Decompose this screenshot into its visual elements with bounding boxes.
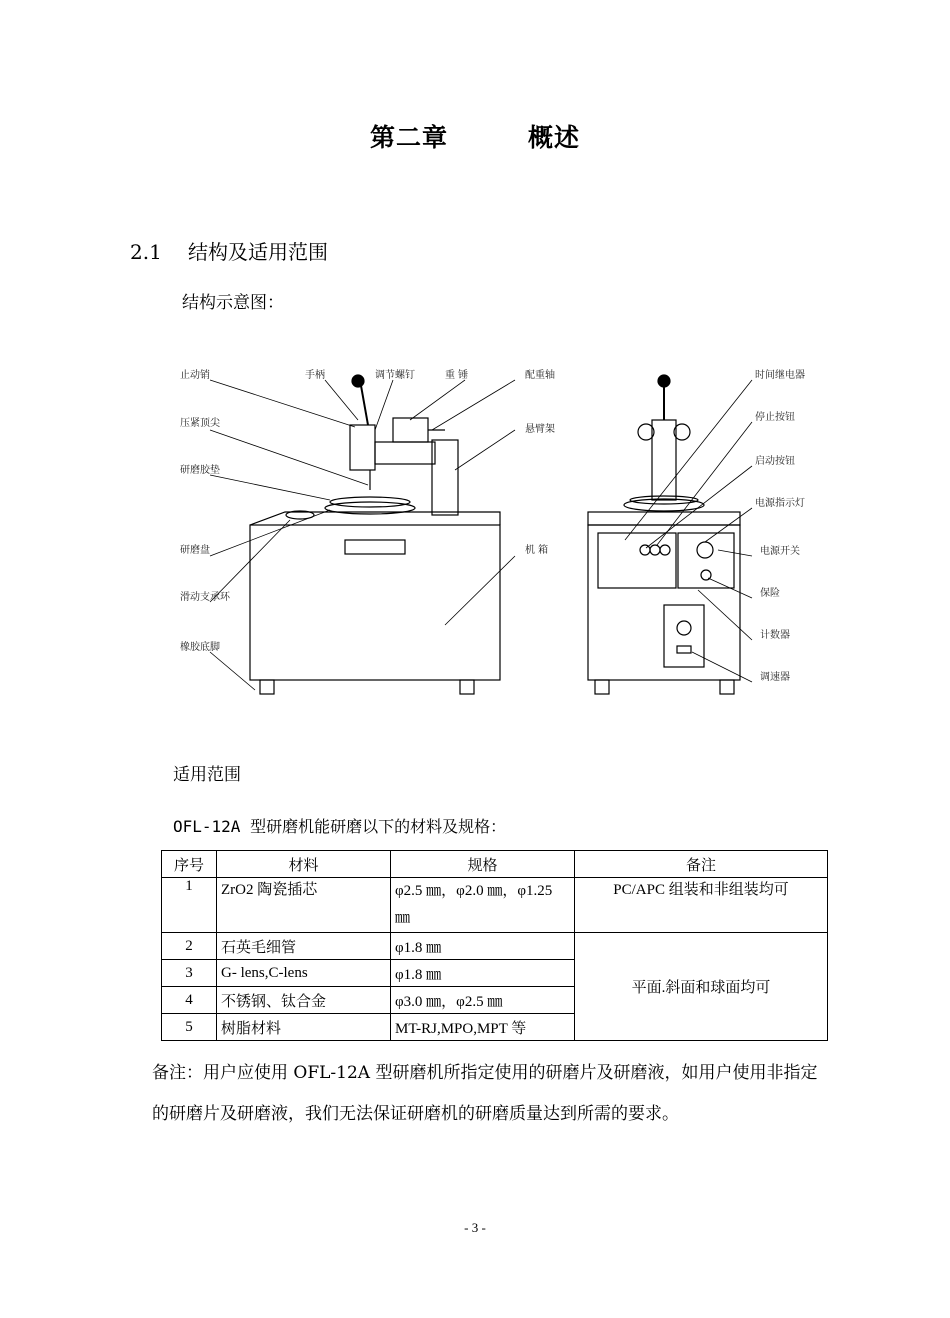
chapter-number: 第二章 bbox=[369, 123, 448, 152]
header-spec: 规格 bbox=[391, 851, 575, 878]
label-polishing-disc: 研磨盘 bbox=[180, 545, 210, 556]
machine-structure-diagram bbox=[170, 360, 850, 705]
label-handle: 手柄 bbox=[305, 370, 325, 381]
label-slide-ring: 滑动支承环 bbox=[180, 592, 230, 603]
label-cantilever: 悬臂架 bbox=[525, 424, 555, 435]
merged-note-cell: 平面.斜面和球面均可 bbox=[575, 933, 828, 1041]
label-speed-control: 调速器 bbox=[760, 672, 790, 683]
cabinet-left bbox=[250, 525, 500, 680]
label-stop-button: 停止按钮 bbox=[755, 412, 795, 423]
page-number: - 3 - bbox=[464, 1220, 486, 1235]
chapter-title: 概述 bbox=[528, 123, 581, 152]
table-row: 2 石英毛细管 φ1.8 ㎜ 平面.斜面和球面均可 bbox=[162, 933, 828, 960]
label-stop-pin: 止动销 bbox=[180, 370, 210, 381]
label-time-relay: 时间继电器 bbox=[755, 370, 805, 381]
table-row: 4 不锈钢、钛合金 φ3.0 ㎜，φ2.5 ㎜ bbox=[162, 987, 828, 1014]
structure-label: 结构示意图： bbox=[182, 293, 284, 313]
label-counter: 计数器 bbox=[760, 630, 790, 641]
label-case: 机 箱 bbox=[525, 545, 549, 556]
label-adjust-screw: 调节螺钉 bbox=[375, 370, 415, 381]
label-weight: 重 锤 bbox=[445, 370, 469, 381]
header-material: 材料 bbox=[217, 851, 391, 878]
intro-text: OFL-12A 型研磨机能研磨以下的材料及规格： bbox=[173, 817, 507, 836]
polishing-disc-right bbox=[624, 499, 704, 511]
applicable-range-label: 适用范围 bbox=[173, 765, 241, 785]
spec-table bbox=[161, 850, 828, 1041]
label-counterweight-shaft: 配重轴 bbox=[525, 370, 555, 381]
cabinet-slot bbox=[345, 540, 405, 554]
table-header-row bbox=[162, 851, 828, 878]
header-no: 序号 bbox=[162, 851, 217, 878]
section-number: 2.1 bbox=[130, 240, 162, 264]
label-rubber-pad: 研磨胶垫 bbox=[180, 465, 220, 476]
section-title: 结构及适用范围 bbox=[188, 240, 328, 264]
remark-paragraph: 备注：用户应使用 OFL-12A 型研磨机所指定使用的研磨片及研磨液，如用户使用非指定的研磨片及研磨液，我们无法保证研磨机的研磨质量达到所需的要求。 bbox=[152, 1063, 818, 1124]
label-power-lamp: 电源指示灯 bbox=[755, 498, 805, 509]
label-fuse: 保险 bbox=[760, 588, 780, 599]
label-start-button: 启动按钮 bbox=[755, 456, 795, 467]
label-press-tip: 压紧顶尖 bbox=[180, 418, 220, 429]
label-power-switch: 电源开关 bbox=[760, 546, 800, 557]
header-note: 备注 bbox=[575, 851, 828, 878]
table-row: 5 树脂材料 MT-RJ,MPO,MPT 等 bbox=[162, 1014, 828, 1041]
section-heading bbox=[130, 236, 328, 265]
table-row: 1 ZrO2 陶瓷插芯 φ2.5 ㎜，φ2.0 ㎜，φ1.25 ㎜ PC/APC 组装和非组装均可 bbox=[162, 878, 828, 933]
chapter-heading bbox=[0, 118, 950, 154]
table-row: 3 G- lens,C-lens φ1.8 ㎜ bbox=[162, 960, 828, 987]
label-rubber-foot: 橡胶底脚 bbox=[180, 642, 220, 653]
